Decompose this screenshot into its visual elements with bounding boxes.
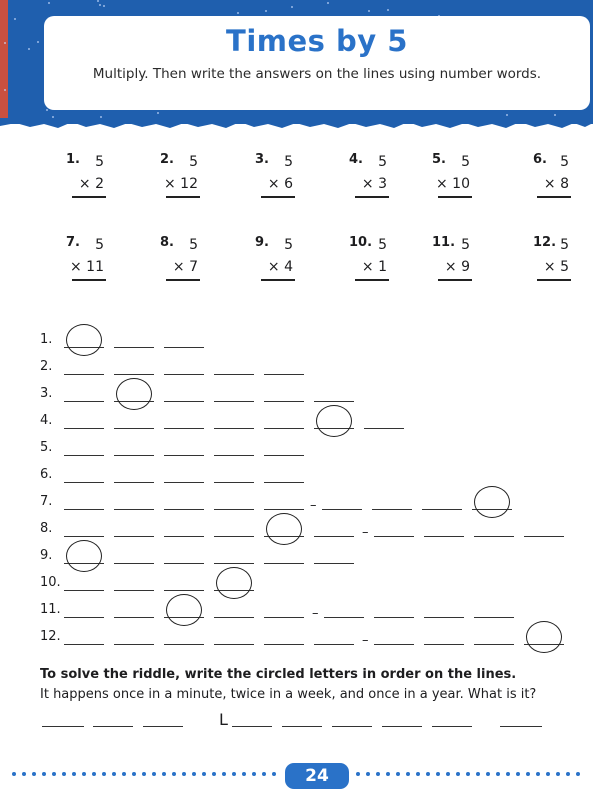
multiplication-problem (255, 152, 293, 198)
answer-bar (166, 196, 200, 198)
answer-row-number: 8. (40, 521, 53, 536)
problem-multiplier: × 11 (70, 259, 104, 275)
footer-dot (22, 772, 26, 776)
riddle-answer-blank[interactable] (232, 726, 272, 727)
answer-bar (537, 279, 571, 281)
page-title: Times by 5 (226, 24, 408, 58)
letter-blank[interactable] (524, 536, 564, 537)
problem-multiplicand: 5 (378, 237, 387, 253)
letter-blank[interactable] (164, 509, 204, 510)
answer-row (0, 330, 593, 352)
letter-blank[interactable] (424, 536, 464, 537)
footer-dot (546, 772, 550, 776)
footer-dot (516, 772, 520, 776)
riddle-answer-blank[interactable] (332, 726, 372, 727)
letter-blank[interactable] (164, 563, 204, 564)
letter-blank[interactable] (164, 455, 204, 456)
letter-blank[interactable] (64, 536, 104, 537)
problem-multiplier: × 7 (172, 259, 198, 275)
footer-dot (466, 772, 470, 776)
banner-rough-edge (0, 118, 593, 132)
footer-dot (526, 772, 530, 776)
riddle-instruction: To solve the riddle, write the circled letters in order on the lines. (40, 667, 517, 682)
footer-dot (172, 772, 176, 776)
riddle-given-letter: L (219, 710, 228, 729)
answer-row-number: 3. (40, 386, 53, 401)
problem-multiplier: × 9 (444, 259, 470, 275)
problem-number: 11. (432, 235, 456, 250)
speckle (103, 5, 105, 7)
problem-multiplicand: 5 (95, 154, 104, 170)
circled-letter-marker (216, 567, 252, 599)
footer-dot (192, 772, 196, 776)
answer-row-number: 5. (40, 440, 53, 455)
problem-multiplier: × 3 (361, 176, 387, 192)
answer-bar (438, 279, 472, 281)
word-separator-dash: – (362, 525, 369, 540)
problem-number: 7. (66, 235, 80, 250)
footer-dot (132, 772, 136, 776)
letter-blank[interactable] (322, 509, 362, 510)
footer-dot (576, 772, 580, 776)
answer-bar (438, 196, 472, 198)
footer-dot (356, 772, 360, 776)
answer-row (0, 411, 593, 433)
circled-letter-marker (66, 324, 102, 356)
multiplication-problem (160, 152, 198, 198)
problem-multiplier: × 8 (543, 176, 569, 192)
footer-dot (232, 772, 236, 776)
multiplication-problem (66, 152, 104, 198)
footer-dot (182, 772, 186, 776)
letter-blank[interactable] (372, 509, 412, 510)
letter-blank[interactable] (264, 644, 304, 645)
circled-letter-marker (474, 486, 510, 518)
problem-number: 1. (66, 152, 80, 167)
footer-dot (396, 772, 400, 776)
answer-row-number: 12. (40, 629, 61, 644)
letter-blank[interactable] (214, 644, 254, 645)
speckle (46, 109, 48, 111)
problem-multiplicand: 5 (284, 154, 293, 170)
circled-letter-marker (266, 513, 302, 545)
letter-blank[interactable] (264, 374, 304, 375)
multiplication-problem (533, 152, 569, 198)
footer-dot (142, 772, 146, 776)
letter-blank[interactable] (64, 401, 104, 402)
problem-number: 10. (349, 235, 373, 250)
speckle (4, 89, 6, 91)
letter-blank[interactable] (114, 509, 154, 510)
letter-blank[interactable] (64, 509, 104, 510)
problem-multiplier: × 4 (267, 259, 293, 275)
problem-multiplier: × 10 (436, 176, 470, 192)
answer-row-number: 7. (40, 494, 53, 509)
footer-dot (102, 772, 106, 776)
multiplication-problem (432, 235, 470, 281)
speckle (506, 114, 508, 116)
letter-blank[interactable] (64, 590, 104, 591)
speckle (368, 10, 370, 12)
footer-dot (222, 772, 226, 776)
footer-dot (52, 772, 56, 776)
answer-row (0, 519, 593, 541)
answer-row (0, 438, 593, 460)
letter-blank[interactable] (214, 617, 254, 618)
letter-blank[interactable] (164, 401, 204, 402)
footer-dots-right (356, 772, 586, 776)
answer-bar (537, 196, 571, 198)
footer-dot (122, 772, 126, 776)
answer-row-number: 2. (40, 359, 53, 374)
circled-letter-marker (526, 621, 562, 653)
header-banner (0, 0, 593, 124)
letter-blank[interactable] (364, 428, 404, 429)
letter-blank[interactable] (64, 644, 104, 645)
footer-dot (366, 772, 370, 776)
letter-blank[interactable] (114, 563, 154, 564)
letter-blank[interactable] (314, 401, 354, 402)
speckle (97, 0, 99, 2)
letter-blank[interactable] (114, 482, 154, 483)
letter-blank[interactable] (214, 509, 254, 510)
problem-number: 8. (160, 235, 174, 250)
answer-row-number: 9. (40, 548, 53, 563)
speckle (157, 112, 159, 114)
circled-letter-marker (66, 540, 102, 572)
word-separator-dash: – (310, 498, 317, 513)
answer-bar (166, 279, 200, 281)
riddle-question: It happens once in a minute, twice in a week, and once in a year. What is it? (40, 687, 537, 702)
footer-dot (446, 772, 450, 776)
footer-dot (536, 772, 540, 776)
letter-blank[interactable] (164, 482, 204, 483)
speckle (4, 42, 6, 44)
footer-dot (112, 772, 116, 776)
footer-dot (416, 772, 420, 776)
speckle (327, 2, 329, 4)
problem-multiplier: × 5 (543, 259, 569, 275)
answer-row (0, 546, 593, 568)
problem-number: 3. (255, 152, 269, 167)
speckle (14, 18, 16, 20)
multiplication-problem (255, 235, 293, 281)
multiplication-problem (432, 152, 470, 198)
problem-multiplicand: 5 (189, 154, 198, 170)
answer-bar (355, 196, 389, 198)
letter-blank[interactable] (474, 617, 514, 618)
answer-bar (261, 196, 295, 198)
page-number: 24 (305, 766, 329, 786)
footer-dot (262, 772, 266, 776)
footer-dot (506, 772, 510, 776)
footer-dot (476, 772, 480, 776)
letter-blank[interactable] (164, 536, 204, 537)
multiplication-problem (66, 235, 104, 281)
footer-dot (42, 772, 46, 776)
footer-dots-left (12, 772, 280, 776)
footer-dot (252, 772, 256, 776)
problem-multiplicand: 5 (560, 237, 569, 253)
word-separator-dash: – (312, 606, 319, 621)
answer-row (0, 357, 593, 379)
footer-dot (426, 772, 430, 776)
answer-row-number: 10. (40, 575, 61, 590)
problem-number: 9. (255, 235, 269, 250)
speckle (237, 12, 239, 14)
letter-blank[interactable] (264, 401, 304, 402)
footer-dot (82, 772, 86, 776)
letter-blank[interactable] (114, 590, 154, 591)
footer-dot (496, 772, 500, 776)
circled-letter-marker (166, 594, 202, 626)
problem-multiplicand: 5 (95, 237, 104, 253)
letter-blank[interactable] (114, 455, 154, 456)
answer-row (0, 492, 593, 514)
problem-multiplier: × 6 (267, 176, 293, 192)
letter-blank[interactable] (214, 428, 254, 429)
problem-number: 5. (432, 152, 446, 167)
letter-blank[interactable] (374, 536, 414, 537)
letter-blank[interactable] (114, 644, 154, 645)
riddle-answer-blank[interactable] (42, 726, 84, 727)
letter-blank[interactable] (374, 617, 414, 618)
letter-blank[interactable] (114, 347, 154, 348)
footer-dot (456, 772, 460, 776)
riddle-answer-blank[interactable] (93, 726, 133, 727)
speckle (37, 41, 39, 43)
footer-dot (386, 772, 390, 776)
multiplication-problem (533, 235, 569, 281)
letter-blank[interactable] (64, 374, 104, 375)
instructions-text: Multiply. Then write the answers on the lines using number words. (92, 66, 542, 82)
word-separator-dash: – (362, 633, 369, 648)
problem-number: 4. (349, 152, 363, 167)
answer-bar (72, 279, 106, 281)
problem-multiplicand: 5 (461, 237, 470, 253)
footer-dot (212, 772, 216, 776)
letter-blank[interactable] (314, 563, 354, 564)
letter-blank[interactable] (474, 644, 514, 645)
circled-letter-marker (316, 405, 352, 437)
problem-number: 6. (533, 152, 547, 167)
footer-dot (202, 772, 206, 776)
problem-multiplicand: 5 (189, 237, 198, 253)
footer-dot (272, 772, 276, 776)
problem-multiplicand: 5 (560, 154, 569, 170)
footer-dot (242, 772, 246, 776)
footer-dot (152, 772, 156, 776)
letter-blank[interactable] (474, 536, 514, 537)
footer-dot (72, 772, 76, 776)
speckle (291, 6, 293, 8)
letter-blank[interactable] (424, 617, 464, 618)
letter-blank[interactable] (214, 536, 254, 537)
problem-multiplicand: 5 (284, 237, 293, 253)
letter-blank[interactable] (264, 482, 304, 483)
speckle (28, 48, 30, 50)
footer-dot (32, 772, 36, 776)
footer-dot (566, 772, 570, 776)
speckle (387, 9, 389, 11)
footer-dot (436, 772, 440, 776)
answer-row (0, 465, 593, 487)
letter-blank[interactable] (374, 644, 414, 645)
letter-blank[interactable] (314, 644, 354, 645)
letter-blank[interactable] (64, 428, 104, 429)
letter-blank[interactable] (114, 374, 154, 375)
riddle-answer-blank[interactable] (432, 726, 472, 727)
footer-dot (62, 772, 66, 776)
title-card (44, 16, 590, 110)
answer-row (0, 573, 593, 595)
letter-blank[interactable] (264, 617, 304, 618)
speckle (265, 10, 267, 12)
letter-blank[interactable] (264, 509, 304, 510)
speckle (554, 114, 556, 116)
answer-row-number: 4. (40, 413, 53, 428)
letter-blank[interactable] (264, 455, 304, 456)
letter-blank[interactable] (324, 617, 364, 618)
banner-accent-stripe (0, 0, 8, 124)
multiplication-problem (349, 152, 387, 198)
footer-dot (162, 772, 166, 776)
letter-blank[interactable] (422, 509, 462, 510)
problem-multiplier: × 12 (164, 176, 198, 192)
letter-blank[interactable] (424, 644, 464, 645)
letter-blank[interactable] (214, 374, 254, 375)
speckle (48, 2, 50, 4)
answer-bar (261, 279, 295, 281)
answer-row-number: 6. (40, 467, 53, 482)
letter-blank[interactable] (214, 401, 254, 402)
answer-row (0, 384, 593, 406)
letter-blank[interactable] (214, 455, 254, 456)
letter-blank[interactable] (264, 428, 304, 429)
letter-blank[interactable] (214, 482, 254, 483)
page-number-badge (285, 763, 349, 789)
footer-dot (556, 772, 560, 776)
answer-row (0, 627, 593, 649)
letter-blank[interactable] (314, 536, 354, 537)
letter-blank[interactable] (164, 374, 204, 375)
letter-blank[interactable] (214, 563, 254, 564)
problem-multiplier: × 2 (78, 176, 104, 192)
circled-letter-marker (116, 378, 152, 410)
letter-blank[interactable] (264, 563, 304, 564)
letter-blank[interactable] (164, 590, 204, 591)
footer-dot (12, 772, 16, 776)
letter-blank[interactable] (64, 455, 104, 456)
letter-blank[interactable] (114, 617, 154, 618)
letter-blank[interactable] (64, 617, 104, 618)
riddle-answer-blank[interactable] (143, 726, 183, 727)
problem-multiplier: × 1 (361, 259, 387, 275)
letter-blank[interactable] (164, 347, 204, 348)
footer-dot (486, 772, 490, 776)
answer-row-number: 1. (40, 332, 53, 347)
riddle-answer-blank[interactable] (500, 726, 542, 727)
problem-number: 2. (160, 152, 174, 167)
footer-dot (92, 772, 96, 776)
letter-blank[interactable] (64, 482, 104, 483)
answer-row (0, 600, 593, 622)
problem-multiplicand: 5 (378, 154, 387, 170)
riddle-answer-blank[interactable] (382, 726, 422, 727)
answer-row-number: 11. (40, 602, 61, 617)
footer-dot (406, 772, 410, 776)
problem-number: 12. (533, 235, 557, 250)
problem-multiplicand: 5 (461, 154, 470, 170)
letter-blank[interactable] (164, 428, 204, 429)
letter-blank[interactable] (114, 428, 154, 429)
answer-bar (72, 196, 106, 198)
riddle-answer-blank[interactable] (282, 726, 322, 727)
letter-blank[interactable] (114, 536, 154, 537)
speckle (99, 4, 101, 6)
multiplication-problem (349, 235, 387, 281)
footer-dot (376, 772, 380, 776)
answer-bar (355, 279, 389, 281)
multiplication-problem (160, 235, 198, 281)
letter-blank[interactable] (164, 644, 204, 645)
